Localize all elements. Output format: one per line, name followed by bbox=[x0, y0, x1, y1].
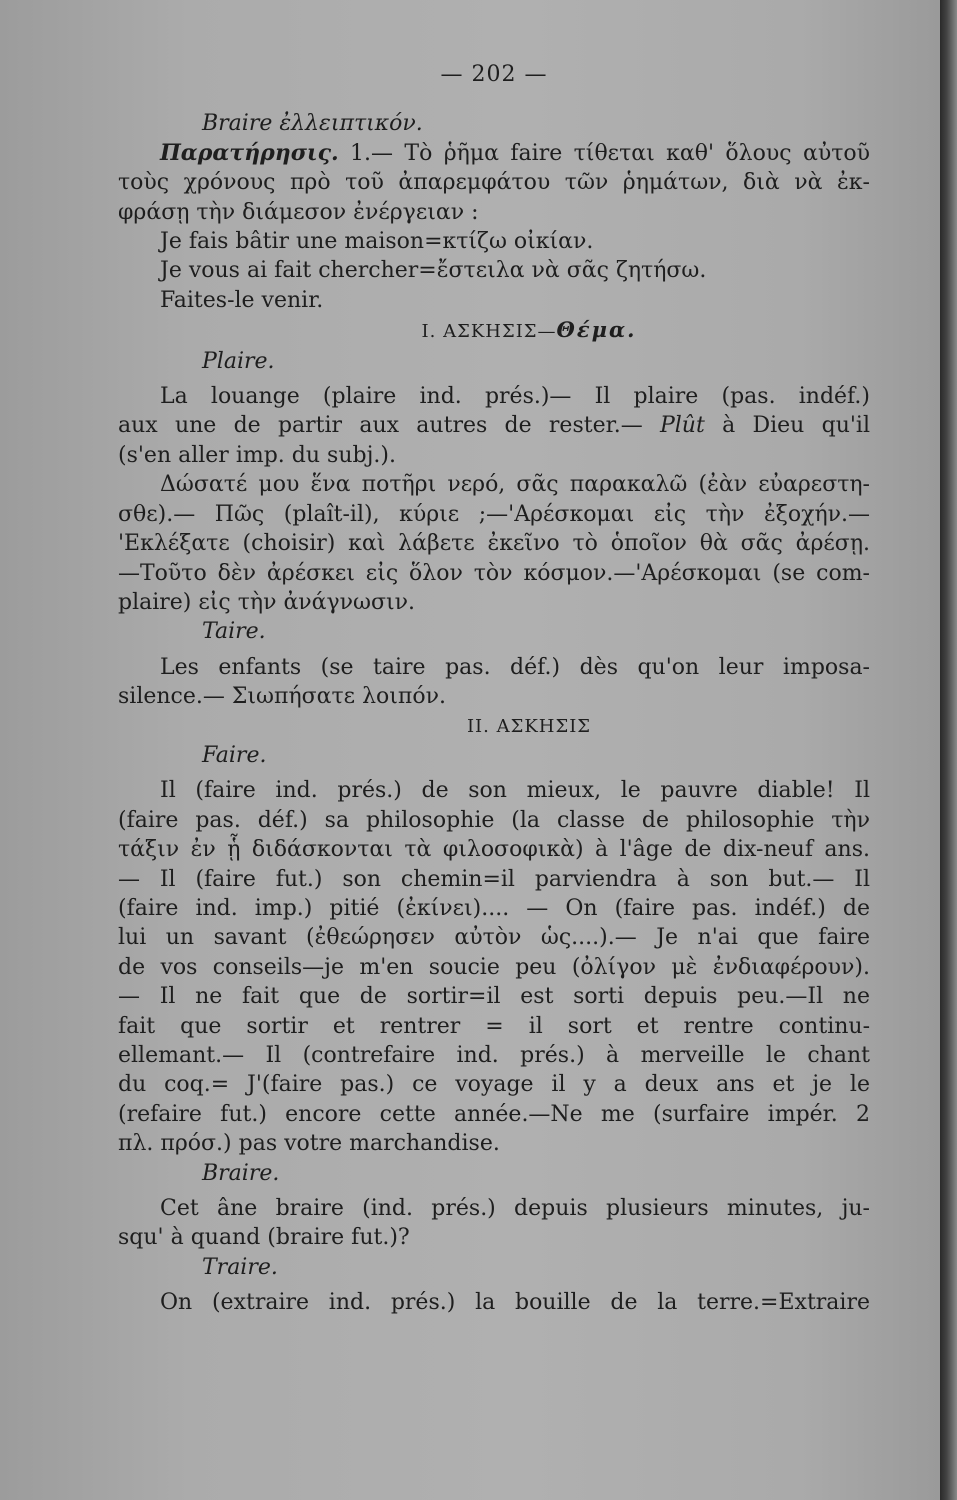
text-line: du coq.= J'(faire pas.) ce voyage il y a deux ans et je le bbox=[118, 1072, 870, 1098]
example-line: Faites-le venir. bbox=[160, 287, 324, 313]
text-line bbox=[118, 411, 870, 440]
text-line: —Τοῦτο δὲν ἀρέσκει εἰς ὅλον τὸν κόσμον.—'Αρέσκομαι (se com- bbox=[118, 560, 870, 586]
example-line: Je vous ai fait chercher=ἔστειλα νὰ σᾶς ζητήσω. bbox=[160, 258, 707, 284]
page-number: — 202 — bbox=[440, 62, 548, 87]
text-line: φράσῃ τὴν διάμεσον ἐνέργειαν : bbox=[118, 199, 479, 225]
text-segment: aux une de partir aux autres de rester.— bbox=[118, 413, 660, 439]
text-line: — Il ne fait que de sortir=il est sorti depuis peu.—Il ne bbox=[118, 984, 870, 1010]
text-line: — Il (faire fut.) son chemin=il parviendra à son but.— Il bbox=[118, 866, 870, 892]
text-line: (s'en aller imp. du subj.). bbox=[118, 442, 396, 468]
line-remark bbox=[118, 139, 870, 168]
exercise-heading-1 bbox=[188, 315, 870, 346]
text-line: τάξιν ἐν ᾗ διδάσκονται τὰ φιλοσοφικὰ) à l'âge de dix-neuf ans. bbox=[118, 837, 870, 863]
remark-label: Παρατήρησις. bbox=[160, 139, 339, 166]
page-text bbox=[118, 60, 870, 1318]
text-segment: à Dieu qu'il bbox=[704, 413, 870, 439]
remark-text: 1.— Τὸ ῥῆμα faire τίθεται καθ' ὅλους αὐτοῦ bbox=[338, 140, 870, 166]
verb-heading-taire: Taire. bbox=[202, 619, 266, 645]
text-line: de vos conseils—je m'en soucie peu (ὀλίγον μὲ ἐνδιαφέρουν). bbox=[118, 954, 870, 980]
text-line: Cet âne braire (ind. prés.) depuis plusieurs minutes, ju- bbox=[160, 1196, 870, 1222]
book-spine bbox=[940, 0, 957, 1500]
exercise-heading-1-label: I. ΑΣΚΗΣΙΣ— bbox=[421, 321, 557, 343]
text-line: πλ. πρόσ.) pas votre marchandise. bbox=[118, 1131, 500, 1157]
text-line: plaire) εἰς τὴν ἀνάγνωσιν. bbox=[118, 589, 415, 615]
exercise-heading-2: II. ΑΣΚΗΣΙΣ bbox=[466, 715, 592, 737]
text-line: (faire pas. déf.) sa philosophie (la classe de philosophie τὴν bbox=[118, 807, 870, 833]
text-line: silence.— Σιωπήσατε λοιπόν. bbox=[118, 684, 446, 710]
line-braire-elliptic: Braire ἐλλειπτικόν. bbox=[202, 111, 423, 137]
text-line: La louange (plaire ind. prés.)— Il plaire (pas. indéf.) bbox=[160, 384, 870, 410]
verb-heading-faire: Faire. bbox=[202, 742, 267, 768]
text-line: On (extraire ind. prés.) la bouille de la terre.=Extraire bbox=[160, 1290, 870, 1316]
text-line: Δώσατέ μου ἕνα ποτῆρι νερό, σᾶς παρακαλῶ (ἐὰν εὐαρεστη- bbox=[160, 472, 870, 498]
text-line: 'Εκλέξατε (choisir) καὶ λάβετε ἐκεῖνο τὸ ὁποῖον θὰ σᾶς ἀρέσῃ. bbox=[118, 531, 870, 557]
text-segment-italic: Plût bbox=[659, 413, 705, 439]
text-line: σθε).— Πῶς (plaît-il), κύριε ;—'Αρέσκομαι εἰς τὴν ἐξοχήν.— bbox=[118, 501, 870, 527]
exercise-heading-1-theme: Θέμα. bbox=[556, 317, 637, 343]
verb-heading-traire: Traire. bbox=[202, 1254, 278, 1280]
text-line: τοὺς χρόνους πρὸ τοῦ ἀπαρεμφάτου τῶν ῥημάτων, διὰ νὰ ἐκ- bbox=[118, 170, 870, 196]
verb-heading-braire: Braire. bbox=[202, 1160, 280, 1186]
verb-heading-plaire: Plaire. bbox=[202, 348, 275, 374]
example-line: Je fais bâtir une maison=κτίζω οἰκίαν. bbox=[160, 229, 594, 255]
text-line: lui un savant (ἐθεώρησεν αὐτὸν ὡς....).— Je n'ai que faire bbox=[118, 925, 870, 951]
text-line: (refaire fut.) encore cette année.—Ne me (surfaire impér. 2 bbox=[118, 1101, 870, 1127]
text-line: squ' à quand (braire fut.)? bbox=[118, 1225, 410, 1251]
text-line: ellemant.— Il (contrefaire ind. prés.) à merveille le chant bbox=[118, 1043, 870, 1068]
text-line: Il (faire ind. prés.) de son mieux, le pauvre diable! Il bbox=[160, 778, 870, 804]
text-line: (faire ind. imp.) pitié (ἐκίνει).... — On (faire pas. indéf.) de bbox=[118, 895, 870, 921]
text-line: fait que sortir et rentrer = il sort et rentre continu- bbox=[118, 1013, 870, 1039]
text-line: Les enfants (se taire pas. déf.) dès qu'on leur imposa- bbox=[160, 654, 870, 680]
